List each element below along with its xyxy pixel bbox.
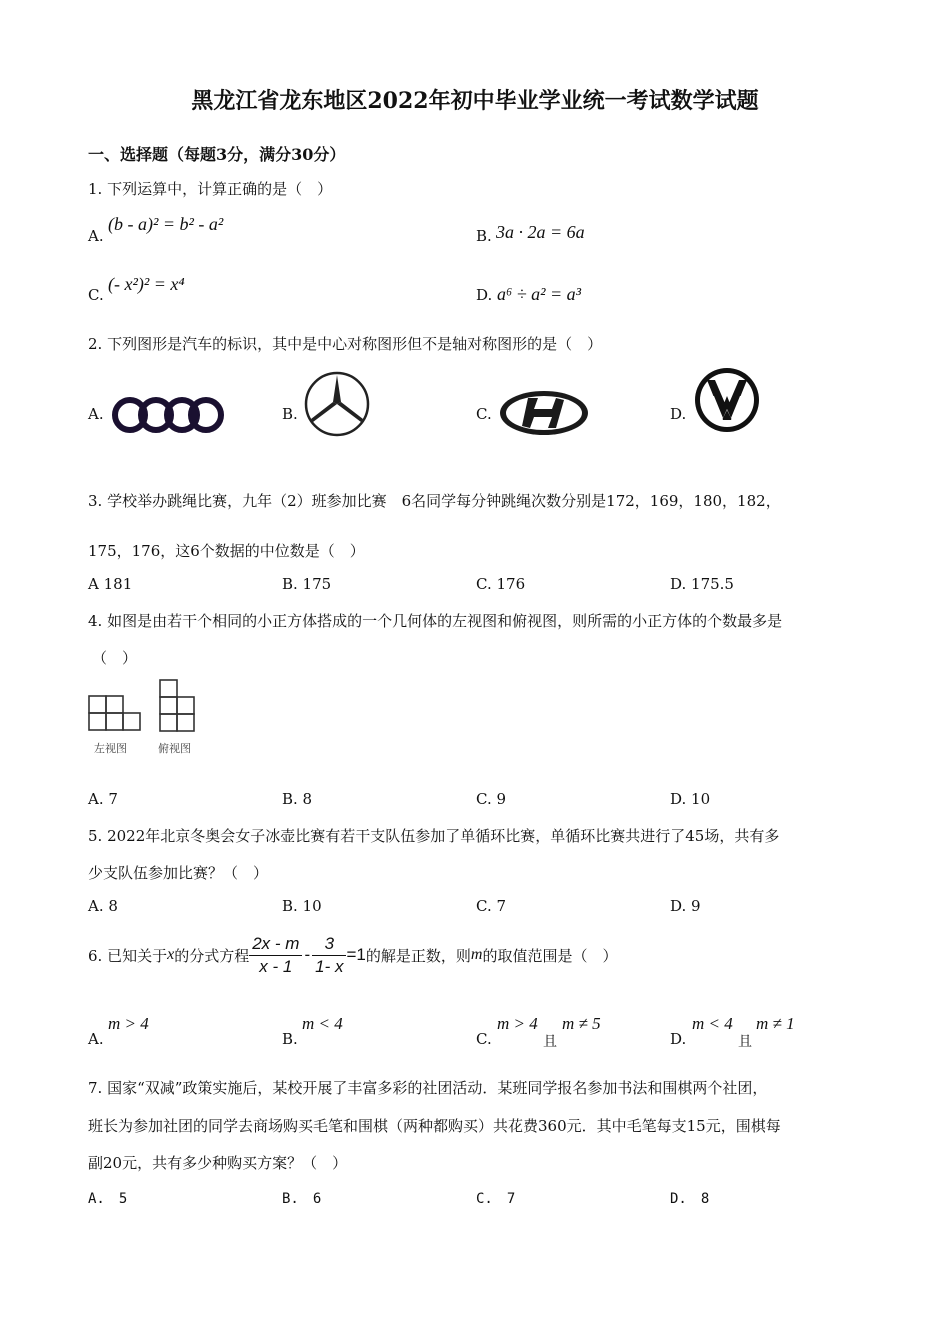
q6-option-c-label: C. (476, 1030, 492, 1048)
q4-option-d: D. 10 (670, 790, 711, 808)
top-view-label: 俯视图 (158, 742, 191, 755)
q6-option-a-expr: m > 4 (108, 1014, 149, 1033)
q2-option-b-label: B. (282, 405, 298, 423)
q3-option-b: B. 175 (282, 575, 332, 593)
question-2-stem: 2. 下列图形是汽车的标识，其中是中心对称图形但不是轴对称图形的是（ ） (88, 335, 603, 353)
question-4-stem-line2: （ ） (92, 649, 138, 667)
question-3-stem-line1: 3. 学校举办跳绳比赛，九年（2）班参加比赛 6名同学每分钟跳绳次数分别是172，169，180，182， (88, 492, 781, 510)
q1-option-c-label: C. (88, 286, 104, 304)
question-3-stem-line2: 175，176，这6个数据的中位数是（ ） (88, 542, 365, 560)
q1-option-d-label: D. (476, 286, 493, 304)
question-7-stem-line2: 班长为参加社团的同学去商场购买毛笔和围棋（两种都购买）共花费360元．其中毛笔每支15元，围棋每 (88, 1117, 781, 1135)
q1-option-d-expr: a⁶ ÷ a² = a³ (497, 284, 582, 304)
q7-option-d: D. 8 (670, 1191, 710, 1207)
mercedes-logo-icon (303, 371, 371, 437)
q4-views-figure (86, 678, 206, 760)
q6-option-d-expr2: m ≠ 1 (756, 1014, 795, 1033)
q6-option-a-label: A. (88, 1030, 104, 1048)
question-4-stem-line1: 4. 如图是由若干个相同的小正方体搭成的一个几何体的左视图和俯视图，则所需的小正方体的个数最多是 (88, 612, 783, 630)
audi-logo-icon (108, 394, 224, 436)
q5-option-c: C. 7 (476, 897, 507, 915)
q6-fraction-2 (312, 934, 346, 977)
q7-option-b: B. 6 (282, 1191, 322, 1207)
q6-var-x: x (167, 946, 175, 963)
q6-frac1-numerator: 2x - m (249, 934, 302, 956)
q1-option-a-label: A. (88, 227, 104, 245)
question-5-stem-line2: 少支队伍参加比赛？（ ） (88, 864, 269, 882)
q1-option-b-expr: 3a · 2a = 6a (496, 222, 585, 242)
question-5-stem-line1: 5. 2022年北京冬奥会女子冰壶比赛有若干支队伍参加了单循环比赛，单循环比赛共进行了45场，共有多 (88, 827, 780, 845)
question-6-stem (88, 930, 617, 980)
q6-minus: - (304, 945, 311, 964)
q6-stem-pre: 6. 已知关于 (88, 946, 168, 965)
q1-option-c-expr: (- x²)² = x⁴ (108, 274, 185, 294)
q5-option-d: D. 9 (670, 897, 701, 915)
page-title: 黑龙江省龙东地区2022年初中毕业学业统一考试数学试题 (191, 88, 759, 114)
q6-frac2-numerator: 3 (312, 934, 346, 956)
q7-option-a: A. 5 (88, 1191, 128, 1207)
q6-fraction-1 (249, 934, 302, 977)
q6-frac2-denominator: 1- x (315, 956, 344, 976)
q3-option-d: D. 175.5 (670, 575, 734, 593)
q2-option-a-label: A. (88, 405, 104, 423)
q5-option-b: B. 10 (282, 897, 322, 915)
q7-option-c: C. 7 (476, 1191, 516, 1207)
q2-option-c-label: C. (476, 405, 492, 423)
q6-option-d-label: D. (670, 1030, 687, 1048)
q4-option-a: A. 7 (88, 790, 118, 808)
q1-option-b-label: B. (476, 227, 492, 245)
q2-option-d-label: D. (670, 405, 687, 423)
q6-option-d-expr1: m < 4 (692, 1014, 733, 1033)
q6-option-d-and: 且 (738, 1034, 752, 1050)
left-view-label: 左视图 (94, 742, 127, 755)
q1-option-a-expr: (b - a)² = b² - a² (108, 214, 224, 234)
q6-option-c-expr2: m ≠ 5 (562, 1014, 601, 1033)
q6-frac1-denominator: x - 1 (259, 956, 293, 976)
q6-stem-post1: 的解是正数，则 (365, 946, 471, 965)
section-heading: 一、选择题（每题3分，满分30分） (88, 145, 346, 164)
q6-option-c-and: 且 (543, 1034, 557, 1050)
q5-option-a: A. 8 (88, 897, 118, 915)
q6-option-b-expr: m < 4 (302, 1014, 343, 1033)
q6-stem-post2: 的取值范围是（ ） (482, 946, 618, 965)
hyundai-logo-icon (498, 388, 590, 438)
question-1-stem: 1. 下列运算中，计算正确的是（ ） (88, 180, 333, 198)
question-7-stem-line3: 副20元，共有多少种购买方案？（ ） (88, 1154, 348, 1172)
question-7-stem-line1: 7. 国家“双减”政策实施后，某校开展了丰富多彩的社团活动．某班同学报名参加书法和围棋两个社团， (88, 1079, 768, 1097)
q6-var-m: m (470, 946, 483, 963)
volkswagen-logo-icon (693, 366, 761, 434)
q3-option-a: A 181 (88, 575, 133, 593)
q6-equals-one: =1 (346, 945, 366, 964)
q4-option-c: C. 9 (476, 790, 507, 808)
q3-option-c: C. 176 (476, 575, 526, 593)
q6-option-c-expr1: m > 4 (497, 1014, 538, 1033)
q6-stem-mid: 的分式方程 (174, 946, 250, 965)
q4-option-b: B. 8 (282, 790, 313, 808)
q6-option-b-label: B. (282, 1030, 298, 1048)
